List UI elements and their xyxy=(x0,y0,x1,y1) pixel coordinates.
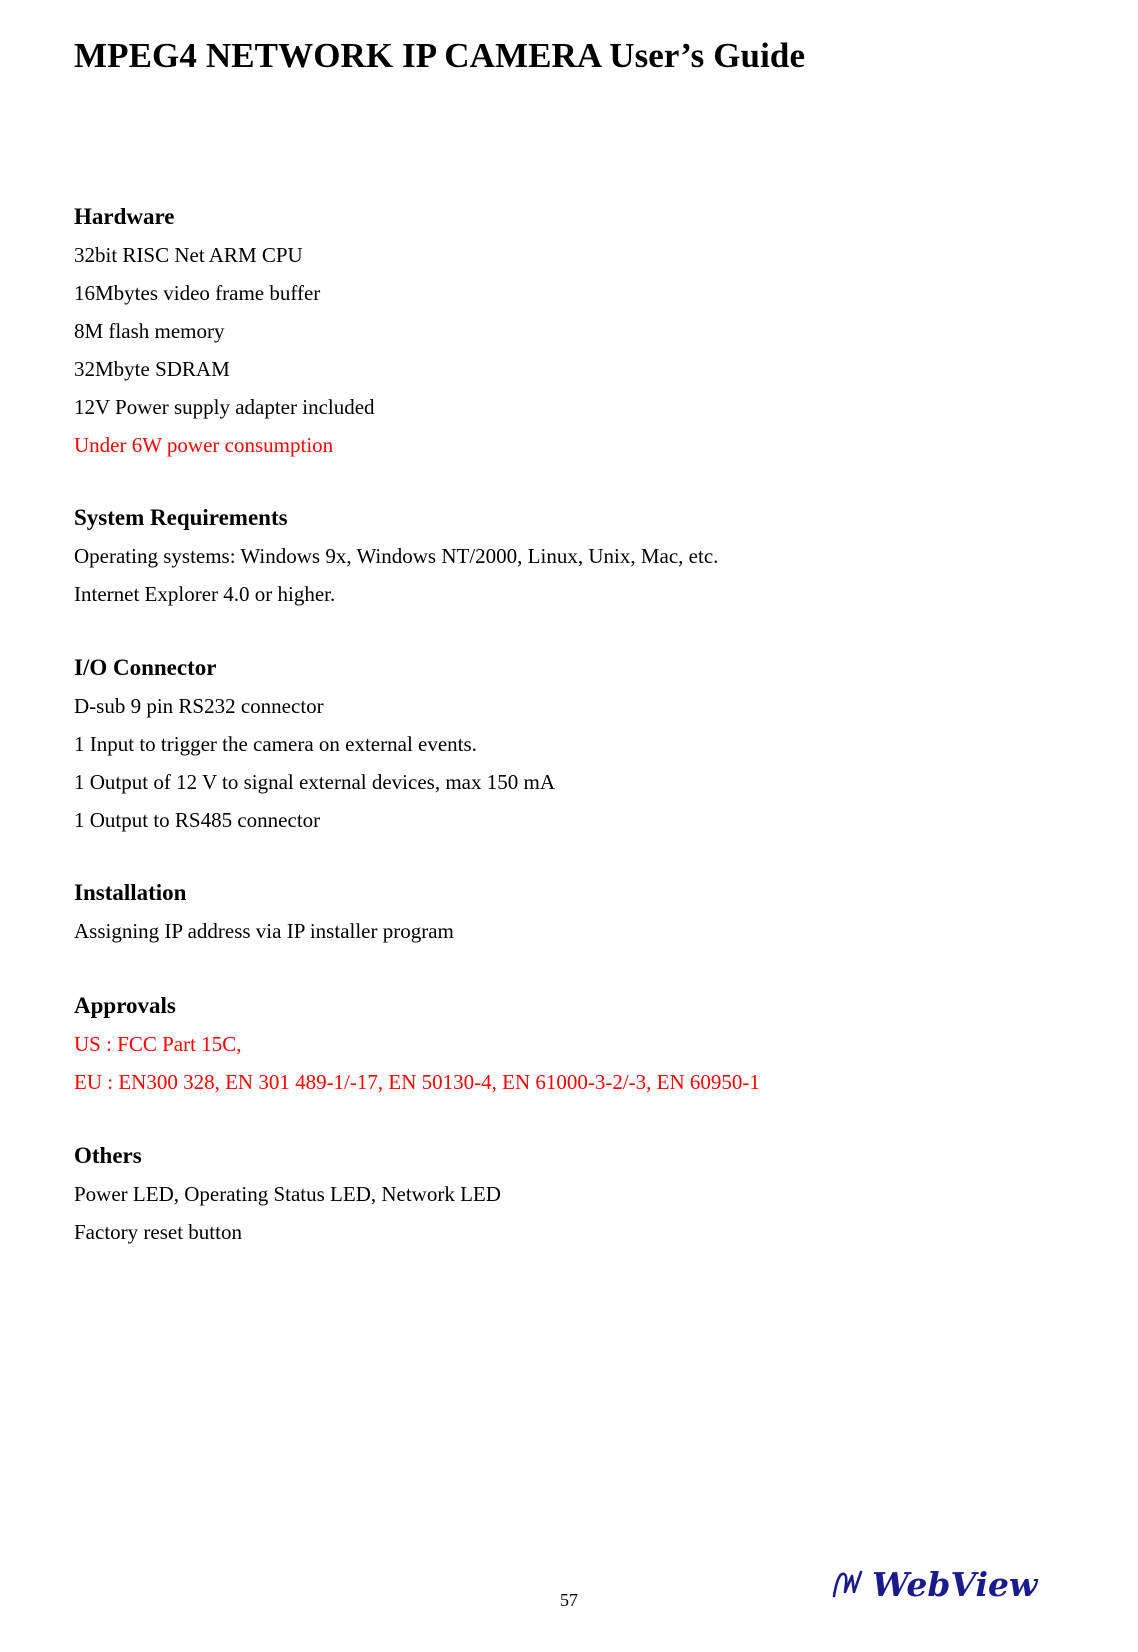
hardware-heading: Hardware xyxy=(74,204,175,229)
approvals-line-highlight: EU : EN300 328, EN 301 489-1/-17, EN 50130-4, EN 61000-3-2/-3, EN 60950-1 xyxy=(74,1070,760,1094)
others-line: Factory reset button xyxy=(74,1220,242,1244)
page-number: 57 xyxy=(560,1590,578,1610)
system-requirements-line: Operating systems: Windows 9x, Windows NT/2000, Linux, Unix, Mac, etc. xyxy=(74,544,719,568)
others-heading: Others xyxy=(74,1143,142,1168)
installation-heading: Installation xyxy=(74,880,187,905)
hardware-line: 32Mbyte SDRAM xyxy=(74,357,230,381)
approvals-section xyxy=(74,987,1074,1101)
others-line: Power LED, Operating Status LED, Network LED xyxy=(74,1182,501,1206)
hardware-line: 12V Power supply adapter included xyxy=(74,395,375,419)
system-requirements-heading: System Requirements xyxy=(74,505,288,530)
io-connector-line: 1 Output to RS485 connector xyxy=(74,808,321,832)
installation-line: Assigning IP address via IP installer program xyxy=(74,919,454,943)
hardware-section xyxy=(74,198,1074,464)
hardware-line: 8M flash memory xyxy=(74,319,225,343)
io-connector-heading: I/O Connector xyxy=(74,655,217,680)
approvals-heading: Approvals xyxy=(74,993,176,1018)
approvals-line-highlight: US : FCC Part 15C, xyxy=(74,1032,242,1056)
hardware-line-highlight: Under 6W power consumption xyxy=(74,433,334,457)
webview-logo xyxy=(830,1562,1050,1606)
system-requirements-section xyxy=(74,499,1074,613)
io-connector-line: 1 Output of 12 V to signal external devices, max 150 mA xyxy=(74,770,555,794)
hardware-line: 32bit RISC Net ARM CPU xyxy=(74,243,303,267)
webview-logo-mark xyxy=(834,1572,861,1596)
io-connector-section xyxy=(74,649,1074,839)
installation-section xyxy=(74,874,1074,950)
others-section xyxy=(74,1137,1074,1251)
hardware-line: 16Mbytes video frame buffer xyxy=(74,281,321,305)
io-connector-line: D-sub 9 pin RS232 connector xyxy=(74,694,324,718)
system-requirements-line: Internet Explorer 4.0 or higher. xyxy=(74,582,336,606)
io-connector-line: 1 Input to trigger the camera on external events. xyxy=(74,732,477,756)
webview-logo-text: WebView xyxy=(872,1565,1038,1604)
document-title: MPEG4 NETWORK IP CAMERA User’s Guide xyxy=(74,36,806,75)
